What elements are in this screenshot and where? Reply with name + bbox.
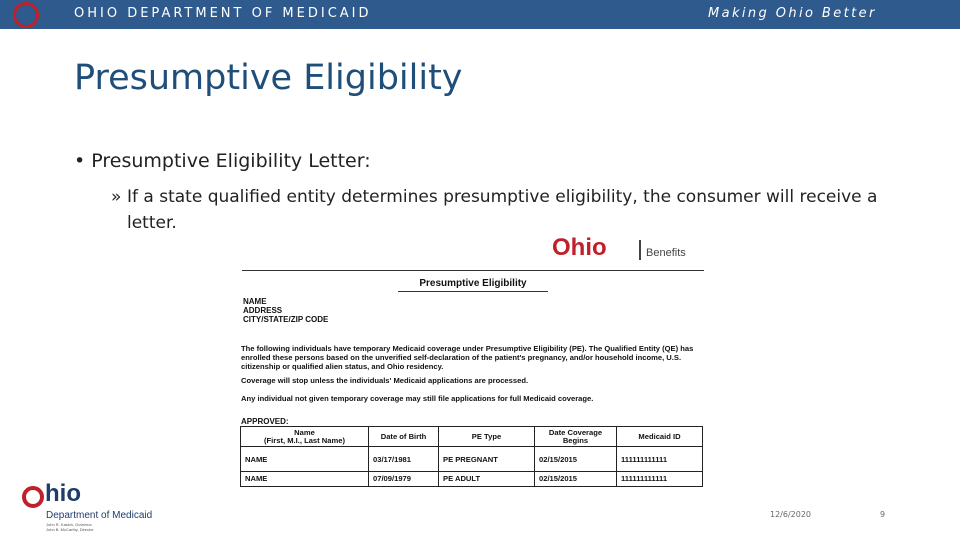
- letter-paragraph-2: Coverage will stop unless the individuals' Medicaid applications are processed.: [241, 376, 529, 385]
- table-row: [241, 472, 703, 487]
- table-cell: PE ADULT: [439, 472, 535, 487]
- table-cell: NAME: [241, 447, 369, 472]
- logo-separator: [639, 240, 641, 260]
- letter-title-underline: [398, 291, 548, 292]
- address-line: CITY/STATE/ZIP CODE: [243, 315, 329, 324]
- header-bar: [0, 0, 960, 29]
- table-cell: 03/17/1981: [369, 447, 439, 472]
- footer-governor: John R. Kasich, Governor: [46, 522, 92, 527]
- page-number: 9: [880, 510, 886, 519]
- footer-logo-word: hio: [45, 480, 81, 507]
- logo-suffix: Benefits: [646, 247, 686, 259]
- sub-bullet-marker: »: [111, 187, 122, 207]
- footer-logo: [22, 480, 172, 536]
- pe-letter-image: [238, 236, 708, 502]
- column-header: [241, 427, 369, 447]
- column-header: PE Type: [439, 427, 535, 447]
- table-cell: PE PREGNANT: [439, 447, 535, 472]
- approved-label: APPROVED:: [241, 417, 289, 426]
- table-cell: 07/09/1979: [369, 472, 439, 487]
- column-header: Medicaid ID: [617, 427, 703, 447]
- logo-word: Ohio: [552, 234, 607, 261]
- table-header-row: [241, 427, 703, 447]
- sub-bullet-text: If a state qualified entity determines presumptive eligibility, the consumer will receive a letter.: [127, 187, 878, 233]
- column-header: Date Coverage Begins: [535, 427, 617, 447]
- address-line: ADDRESS: [243, 306, 283, 315]
- table-cell: 02/15/2015: [535, 447, 617, 472]
- department-name: OHIO DEPARTMENT OF MEDICAID: [74, 6, 372, 21]
- footer-logo-officials: [46, 522, 94, 532]
- ohio-o-icon: [22, 486, 44, 508]
- letter-address: [243, 297, 328, 324]
- table-cell: NAME: [241, 472, 369, 487]
- bullet-text: Presumptive Eligibility Letter:: [91, 150, 371, 172]
- table-cell: 02/15/2015: [535, 472, 617, 487]
- footer-director: John B. McCarthy, Director: [46, 527, 94, 532]
- letter-divider: [242, 270, 704, 271]
- column-header: Date of Birth: [369, 427, 439, 447]
- slide-date: 12/6/2020: [770, 510, 812, 519]
- column-header-text: Name (First, M.I., Last Name): [263, 427, 345, 445]
- footer-logo-dept: Department of Medicaid: [46, 510, 153, 521]
- letter-paragraph-1: The following individuals have temporary Medicaid coverage under Presumptive Eligibility (PE). The Qualified Entity (QE) has enrolled these persons based on the unverified self-declaration of the patient's pregnancy, and/or household income, U.S. citizenship or qualified alien status, and Ohio residency.: [241, 344, 694, 371]
- ohio-seal-icon: [13, 2, 39, 28]
- sub-bullet: [111, 184, 911, 236]
- bullet-point: • Presumptive Eligibility Letter:: [74, 150, 371, 172]
- approved-table: [240, 426, 703, 487]
- letter-paragraph-3: Any individual not given temporary coverage may still file applications for full Medicaid coverage.: [241, 394, 594, 403]
- address-line: NAME: [243, 297, 267, 306]
- tagline: Making Ohio Better: [708, 6, 877, 21]
- table-cell: 111111111111: [617, 472, 703, 487]
- table-cell: 111111111111: [617, 447, 703, 472]
- table-row: [241, 447, 703, 472]
- letter-title: Presumptive Eligibility: [419, 278, 527, 289]
- slide-title: Presumptive Eligibility: [74, 58, 463, 98]
